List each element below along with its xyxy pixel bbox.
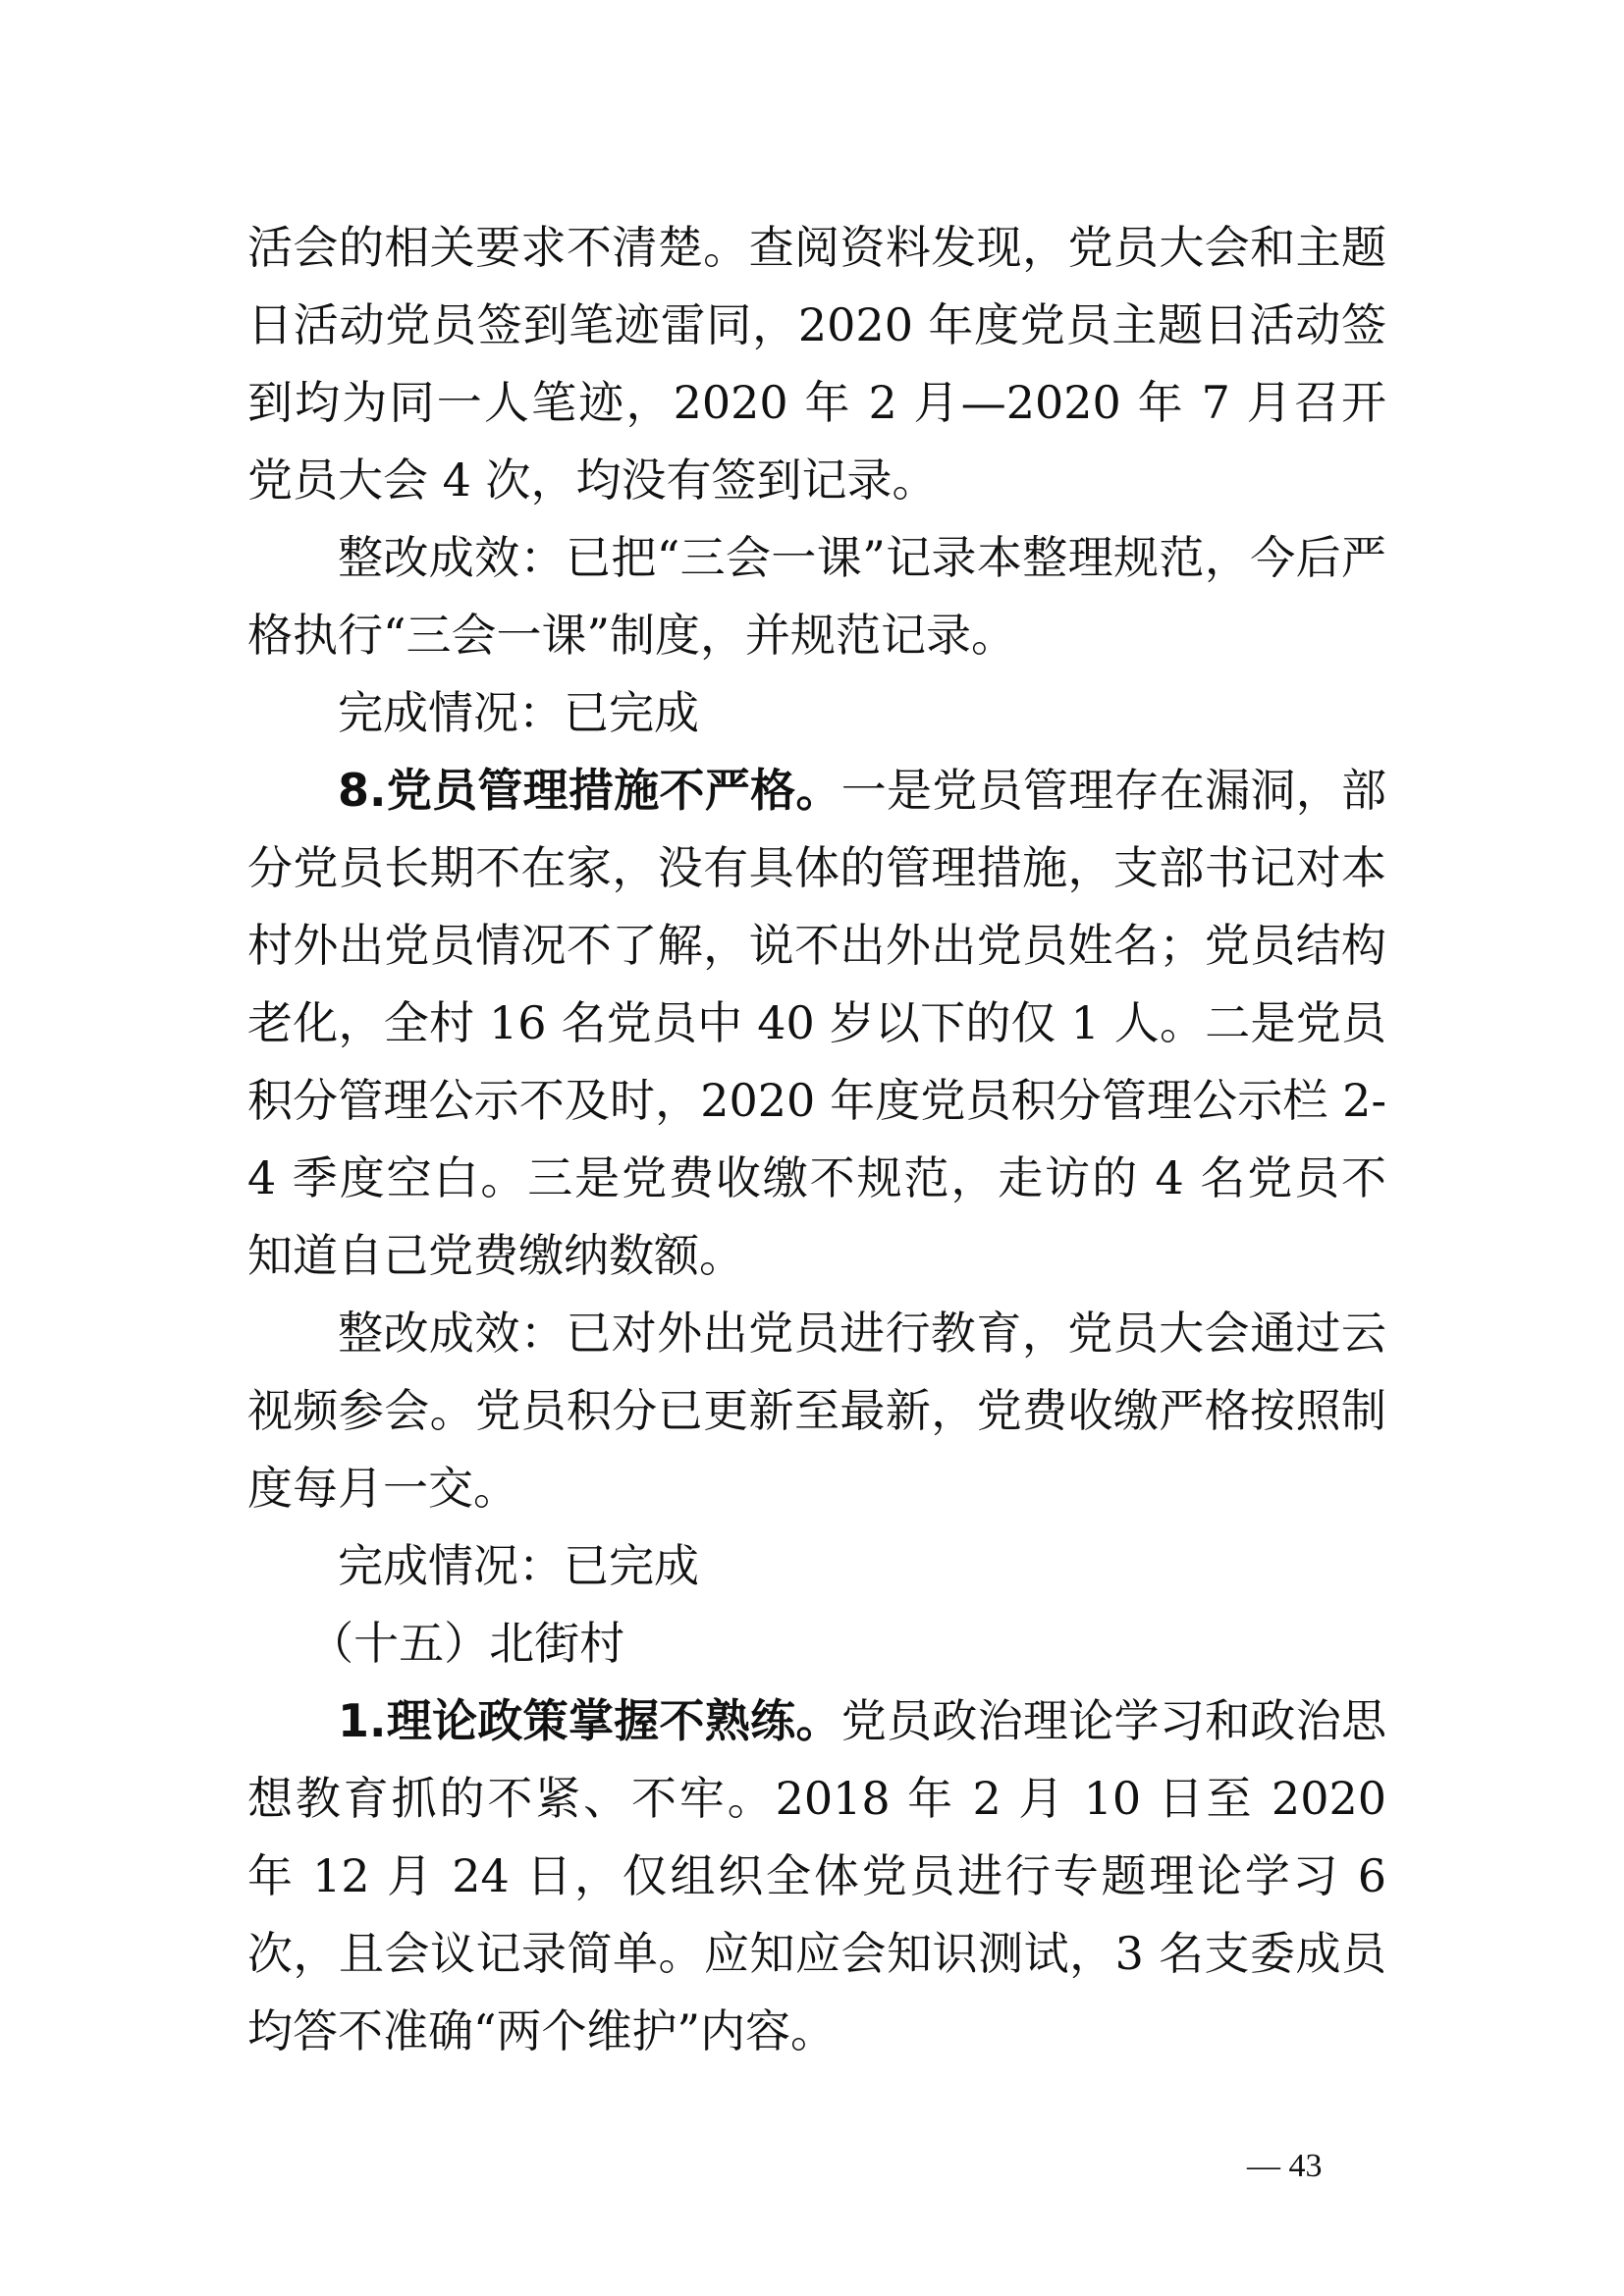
completion-status-paragraph <box>247 1527 1386 1605</box>
issue-paragraph <box>247 1682 1386 2070</box>
rectification-result-paragraph <box>247 1295 1386 1527</box>
continued-paragraph <box>247 209 1386 519</box>
paragraph-text: 整改成效：已对外出党员进行教育，党员大会通过云视频参会。党员积分已更新至最新，党费收缴严格按照制度每月一交。 <box>247 1307 1386 1515</box>
paragraph-text: 完成情况：已完成 <box>338 1539 699 1592</box>
section-title-text: （十五）北街村 <box>308 1617 625 1670</box>
paragraph-text: 党员政治理论学习和政治思想教育抓的不紧、不牢。2018 年 2 月 10 日至 2020 年 12 月 24 日，仅组织全体党员进行专题理论学习 6 次，且会议记录简单。应知应会知识测试，3 名支委成员均答不准确“两个维护”内容。 <box>247 1694 1387 2057</box>
paragraph-text: 一是党员管理存在漏洞，部分党员长期不在家，没有具体的管理措施，支部书记对本村外出党员情况不了解，说不出外出党员姓名；党员结构老化，全村 16 名党员中 40 岁以下的仅 1 人。二是党员积分管理公示不及时，2020 年度党员积分管理公示栏 2-4 季度空白。三是党费收缴不规范，走访的 4 名党员不知道自己党费缴纳数额。 <box>247 764 1387 1282</box>
section-title <box>247 1605 1386 1682</box>
page-number: — 43 <box>1247 2148 1323 2184</box>
rectification-result-paragraph <box>247 519 1386 674</box>
paragraph-text: 活会的相关要求不清楚。查阅资料发现，党员大会和主题日活动党员签到笔迹雷同，2020 年度党员主题日活动签到均为同一人笔迹，2020 年 2 月—2020 年 7 月召开党员大会 4 次，均没有签到记录。 <box>247 221 1386 507</box>
paragraph-text: 完成情况：已完成 <box>338 686 699 739</box>
paragraph-text: 整改成效：已把“三会一课”记录本整理规范，今后严格执行“三会一课”制度，并规范记录。 <box>247 531 1386 662</box>
issue-heading: 8.党员管理措施不严格。 <box>338 764 841 817</box>
issue-paragraph <box>247 752 1386 1295</box>
issue-heading: 1.理论政策掌握不熟练。 <box>338 1694 841 1747</box>
completion-status-paragraph <box>247 674 1386 752</box>
document-body <box>247 209 1386 2070</box>
